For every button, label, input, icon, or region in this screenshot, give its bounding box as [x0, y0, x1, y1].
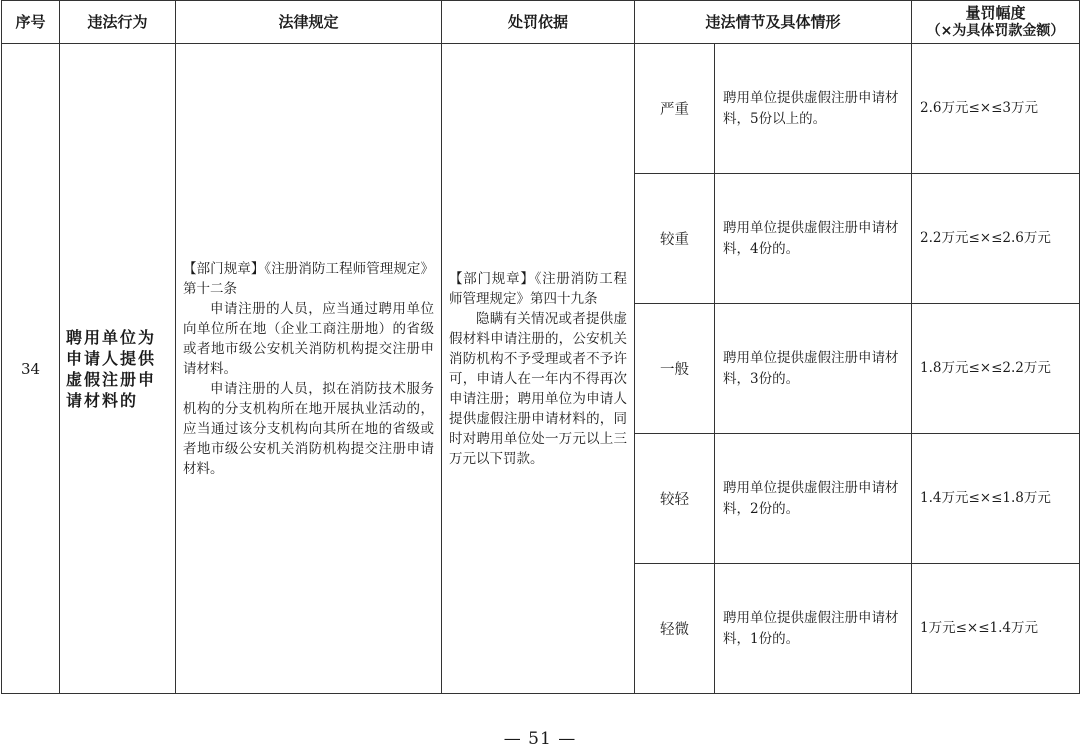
- header-range-title: 量罚幅度: [965, 4, 1026, 22]
- severity-description: 聘用单位提供虚假注册申请材料，1份的。: [715, 564, 912, 694]
- fine-range: 1万元≤×≤1.4万元: [912, 564, 1080, 694]
- header-basis: 处罚依据: [442, 1, 635, 44]
- header-range: [912, 1, 1080, 44]
- law-citation: 【部门规章】《注册消防工程师管理规定》第十二条: [183, 260, 434, 297]
- severity-level: 严重: [635, 44, 715, 174]
- page-number: — 51 —: [503, 729, 577, 749]
- law-paragraph: 申请注册的人员，拟在消防技术服务机构的分支机构所在地开展执业活动的，应当通过该分支机构向其所在地的省级或者地市级公安机关消防机构提交注册申请材料。: [183, 380, 434, 477]
- header-row: [2, 1, 1080, 44]
- severity-description: 聘用单位提供虚假注册申请材料，3份的。: [715, 304, 912, 434]
- row-number: 34: [2, 44, 60, 694]
- fine-range: 2.6万元≤×≤3万元: [912, 44, 1080, 174]
- severity-description: 聘用单位提供虚假注册申请材料，4份的。: [715, 174, 912, 304]
- header-no: 序号: [2, 1, 60, 44]
- law-paragraph: 申请注册的人员，应当通过聘用单位向单位所在地（企业工商注册地）的省级或者地市级公安机关消防机构提交注册申请材料。: [183, 300, 434, 377]
- header-circumstance: 违法情节及具体情形: [635, 1, 912, 44]
- table-row: [2, 44, 1080, 174]
- severity-level: 轻微: [635, 564, 715, 694]
- severity-level: 较重: [635, 174, 715, 304]
- penalty-table: [1, 0, 1080, 694]
- fine-range: 1.8万元≤×≤2.2万元: [912, 304, 1080, 434]
- severity-level: 较轻: [635, 434, 715, 564]
- fine-range: 1.4万元≤×≤1.8万元: [912, 434, 1080, 564]
- header-law: 法律规定: [176, 1, 442, 44]
- header-act: 违法行为: [60, 1, 176, 44]
- severity-description: 聘用单位提供虚假注册申请材料，2份的。: [715, 434, 912, 564]
- violation-act: 聘用单位为申请人提供虚假注册申请材料的: [60, 44, 176, 694]
- legal-provision: [176, 44, 442, 694]
- severity-description: 聘用单位提供虚假注册申请材料，5份以上的。: [715, 44, 912, 174]
- basis-citation: 【部门规章】《注册消防工程师管理规定》第四十九条: [449, 270, 627, 307]
- header-range-note: （×为具体罚款金额）: [926, 23, 1065, 39]
- penalty-basis: [442, 44, 635, 694]
- basis-paragraph: 隐瞒有关情况或者提供虚假材料申请注册的，公安机关消防机构不予受理或者不予许可，申请人在一年内不得再次申请注册；聘用单位为申请人提供虚假注册申请材料的，同时对聘用单位处一万元以上三万元以下罚款。: [449, 310, 627, 467]
- severity-level: 一般: [635, 304, 715, 434]
- fine-range: 2.2万元≤×≤2.6万元: [912, 174, 1080, 304]
